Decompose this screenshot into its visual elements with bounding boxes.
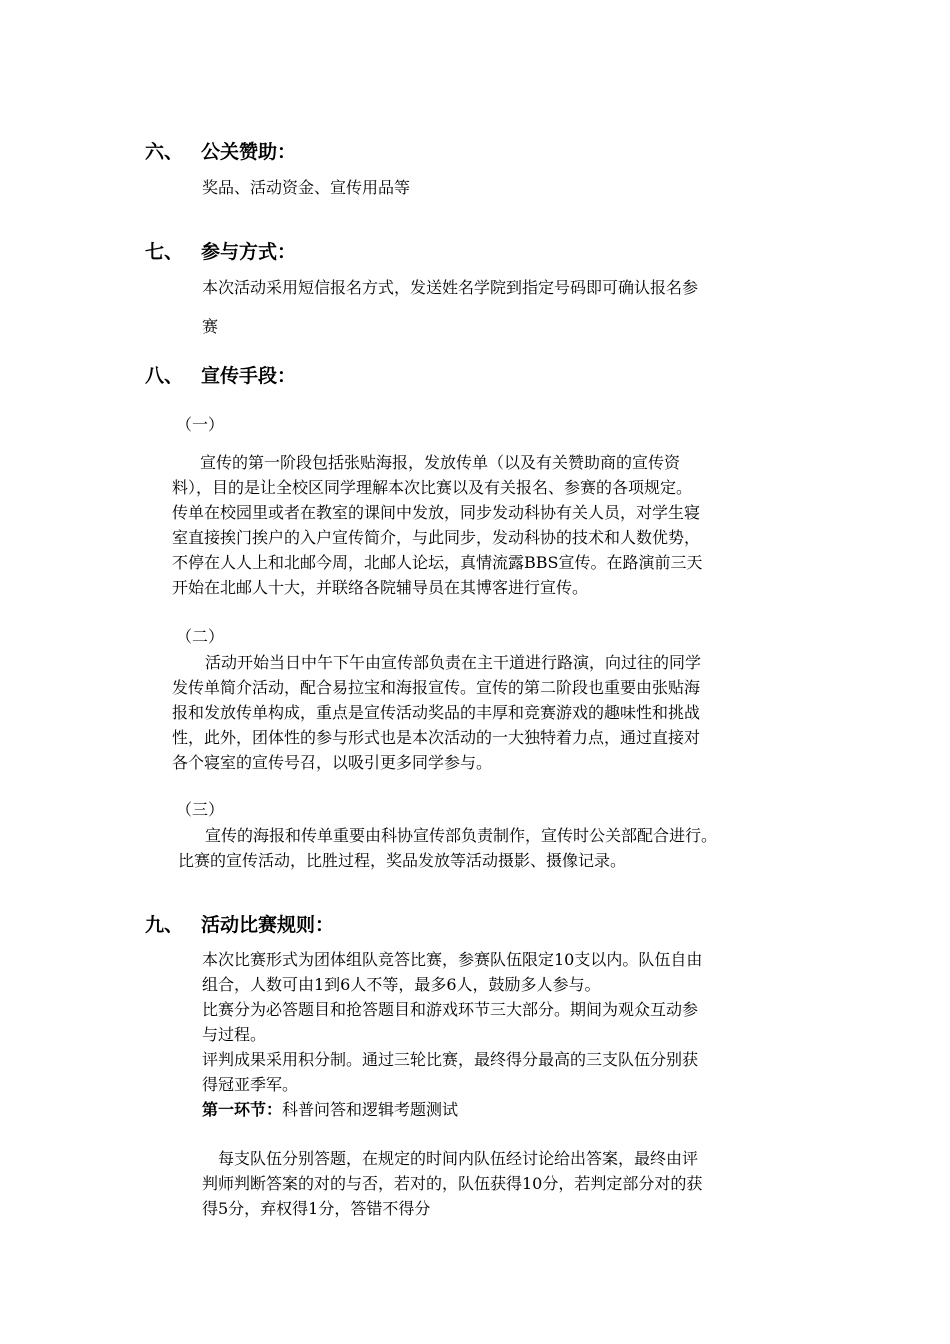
section-number: 六、: [145, 141, 184, 163]
paragraph-line: 本次活动采用短信报名方式，发送姓名学院到指定号码即可确认报名参: [202, 278, 699, 297]
section-title: 活动比赛规则：: [201, 914, 335, 936]
section-heading-8: [145, 362, 296, 390]
section-title: 公关赞助：: [201, 141, 297, 163]
section-number: 八、: [145, 365, 184, 387]
paragraph-line: 宣传的海报和传单重要由科协宣传部负责制作，宣传时公关部配合进行。: [205, 826, 718, 845]
paragraph-line: 传单在校园里或者在教室的课间中发放，同步发动科协有关人员，对学生寝: [172, 503, 701, 522]
paragraph-line: 判师判断答案的对的与否，若对的，队伍获得10分，若判定部分对的获: [202, 1174, 703, 1193]
paragraph-line: 与过程。: [202, 1025, 267, 1044]
paragraph-line: 比赛分为必答题目和抢答题目和游戏环节三大部分。期间为观众互动参: [202, 1000, 699, 1019]
paragraph-line: 比赛的宣传活动，比胜过程，奖品发放等活动摄影、摄像记录。: [178, 851, 627, 870]
section-body: 奖品、活动资金、宣传用品等: [202, 178, 411, 197]
paragraph-line: 室直接挨门挨户的入户宣传简介，与此同步，发动科协的技术和人数优势，: [172, 528, 701, 547]
section-title: 参与方式：: [201, 241, 297, 263]
paragraph-line: 宣传的第一阶段包括张贴海报，发放传单（以及有关赞助商的宣传资: [200, 453, 681, 472]
round-title: 科普问答和逻辑考题测试: [282, 1100, 459, 1119]
paragraph-line: 报和发放传单构成，重点是宣传活动奖品的丰厚和竞赛游戏的趣味性和挑战: [172, 703, 701, 722]
subsection-label: （二）: [176, 627, 225, 646]
paragraph-line: 组合，人数可由1到6人不等，最多6人，鼓励多人参与。: [202, 975, 601, 994]
paragraph-line: 得5分，弃权得1分，答错不得分: [202, 1199, 431, 1218]
paragraph-line: 性，此外，团体性的参与形式也是本次活动的一大独特着力点，通过直接对: [172, 728, 701, 747]
paragraph-line: 本次比赛形式为团体组队竞答比赛，参赛队伍限定10支以内。队伍自由: [202, 950, 703, 969]
section-title: 宣传手段：: [201, 365, 297, 387]
paragraph-line: 活动开始当日中午下午由宣传部负责在主干道进行路演，向过往的同学: [205, 653, 702, 672]
section-number: 七、: [145, 241, 184, 263]
section-number: 九、: [145, 914, 184, 936]
paragraph-line: 赛: [202, 317, 219, 336]
paragraph-line: 每支队伍分别答题，在规定的时间内队伍经讨论给出答案，最终由评: [218, 1149, 699, 1168]
round-heading: [202, 1097, 458, 1122]
paragraph-line: 得冠亚季军。: [202, 1075, 299, 1094]
section-heading-7: [145, 238, 296, 266]
section-heading-6: [145, 138, 296, 166]
section-heading-9: [145, 911, 334, 939]
paragraph-line: 评判成果采用积分制。通过三轮比赛，最终得分最高的三支队伍分别获: [202, 1050, 699, 1069]
paragraph-line: 不停在人人上和北邮今周，北邮人论坛，真情流露BBS宣传。在路演前三天: [172, 553, 703, 572]
subsection-label: （一）: [176, 415, 225, 434]
paragraph-line: 料），目的是让全校区同学理解本次比赛以及有关报名、参赛的各项规定。: [172, 478, 693, 497]
subsection-label: （三）: [176, 800, 225, 819]
paragraph-line: 各个寝室的宣传号召，以吸引更多同学参与。: [172, 753, 493, 772]
round-label: 第一环节：: [202, 1100, 283, 1119]
paragraph-line: 发传单简介活动，配合易拉宝和海报宣传。宣传的第二阶段也重要由张贴海: [172, 678, 701, 697]
paragraph-line: 开始在北邮人十大，并联络各院辅导员在其博客进行宣传。: [172, 578, 589, 597]
